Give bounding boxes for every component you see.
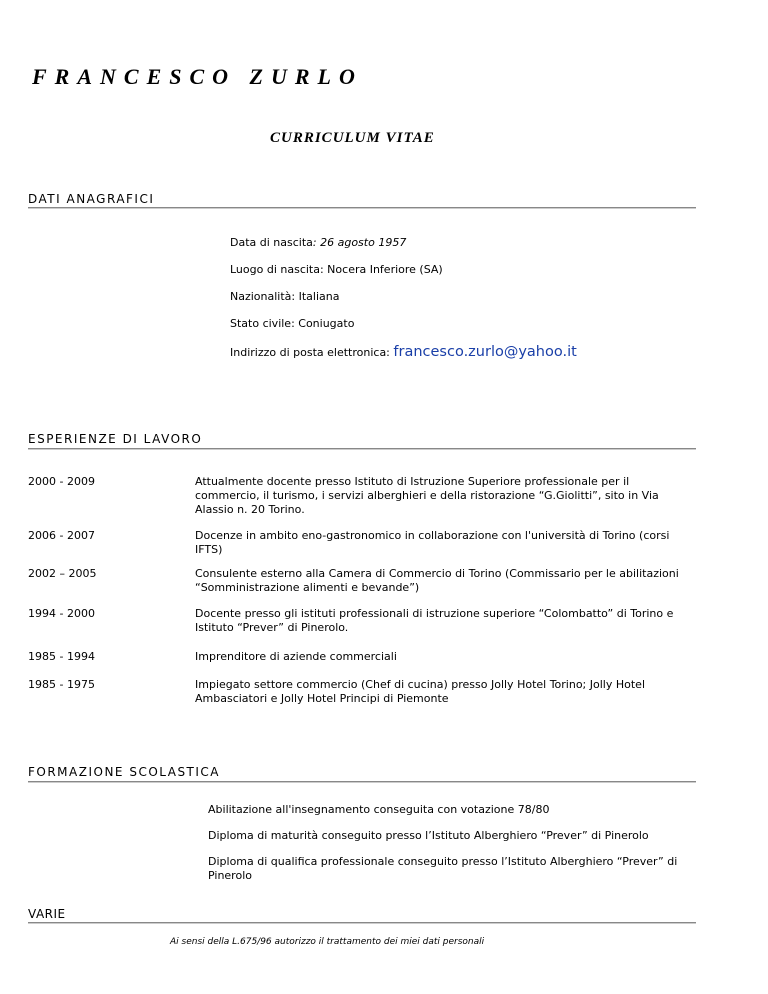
job-description: Consulente esterno alla Camera di Commercio di Torino (Commissario per le abilitazioni “Somministrazione alimenti e bevande”) — [195, 567, 679, 594]
section-divider — [28, 207, 696, 209]
job-description: Docenze in ambito eno-gastronomico in collaborazione con l'università di Torino (corsi IFTS) — [195, 529, 670, 556]
birth-date — [230, 236, 406, 250]
job-period: 2002 – 2005 — [28, 567, 97, 580]
email-link[interactable]: francesco.zurlo@yahoo.it — [393, 344, 577, 360]
email-label: Indirizzo di posta elettronica: — [230, 346, 394, 359]
nationality: Nazionalità: Italiana — [230, 290, 340, 303]
job-period: 2006 - 2007 — [28, 529, 95, 542]
document-title: CURRICULUM VITAE — [270, 130, 435, 146]
job-description: Attualmente docente presso Istituto di Istruzione Superiore professionale per il commercio, il turismo, i servizi alberghieri e della ristorazione “G.Giolitti”, sito in Via Alassio n. 20 Torino. — [195, 475, 659, 516]
education-item: Diploma di maturità conseguito presso l’Istituto Alberghiero “Prever” di Pinerolo — [208, 829, 649, 842]
section-heading-dati-anagrafici: DATI ANAGRAFICI — [28, 192, 155, 206]
section-heading-formazione: FORMAZIONE SCOLASTICA — [28, 765, 221, 779]
privacy-consent-note: Ai sensi della L.675/96 autorizzo il trattamento dei miei dati personali — [170, 937, 485, 947]
marital-status: Stato civile: Coniugato — [230, 317, 355, 330]
education-item: Diploma di qualifica professionale conseguito presso l’Istituto Alberghiero “Prever” di Pinerolo — [208, 855, 678, 882]
section-divider — [28, 922, 696, 924]
job-description: Docente presso gli istituti professionali di istruzione superiore “Colombatto” di Torino e Istituto “Prever” di Pinerolo. — [195, 607, 674, 634]
section-heading-esperienze: ESPERIENZE DI LAVORO — [28, 432, 203, 446]
birth-date-value: : 26 agosto 1957 — [312, 236, 407, 249]
email-row — [230, 345, 577, 360]
job-description: Imprenditore di aziende commerciali — [195, 650, 397, 663]
birth-date-label: Data di nascita — [230, 236, 313, 249]
section-heading-varie: VARIE — [28, 907, 66, 921]
person-name: FRANCESCO ZURLO — [32, 64, 363, 89]
job-period: 1994 - 2000 — [28, 607, 95, 620]
section-divider — [28, 781, 696, 783]
section-divider — [28, 448, 696, 450]
job-period: 1985 - 1975 — [28, 678, 95, 691]
job-description: Impiegato settore commercio (Chef di cucina) presso Jolly Hotel Torino; Jolly Hotel Ambasciatori e Jolly Hotel Principi di Piemonte — [195, 678, 645, 705]
job-period: 1985 - 1994 — [28, 650, 95, 663]
birth-place: Luogo di nascita: Nocera Inferiore (SA) — [230, 263, 443, 276]
job-period: 2000 - 2009 — [28, 475, 95, 488]
education-item: Abilitazione all'insegnamento conseguita con votazione 78/80 — [208, 803, 550, 816]
